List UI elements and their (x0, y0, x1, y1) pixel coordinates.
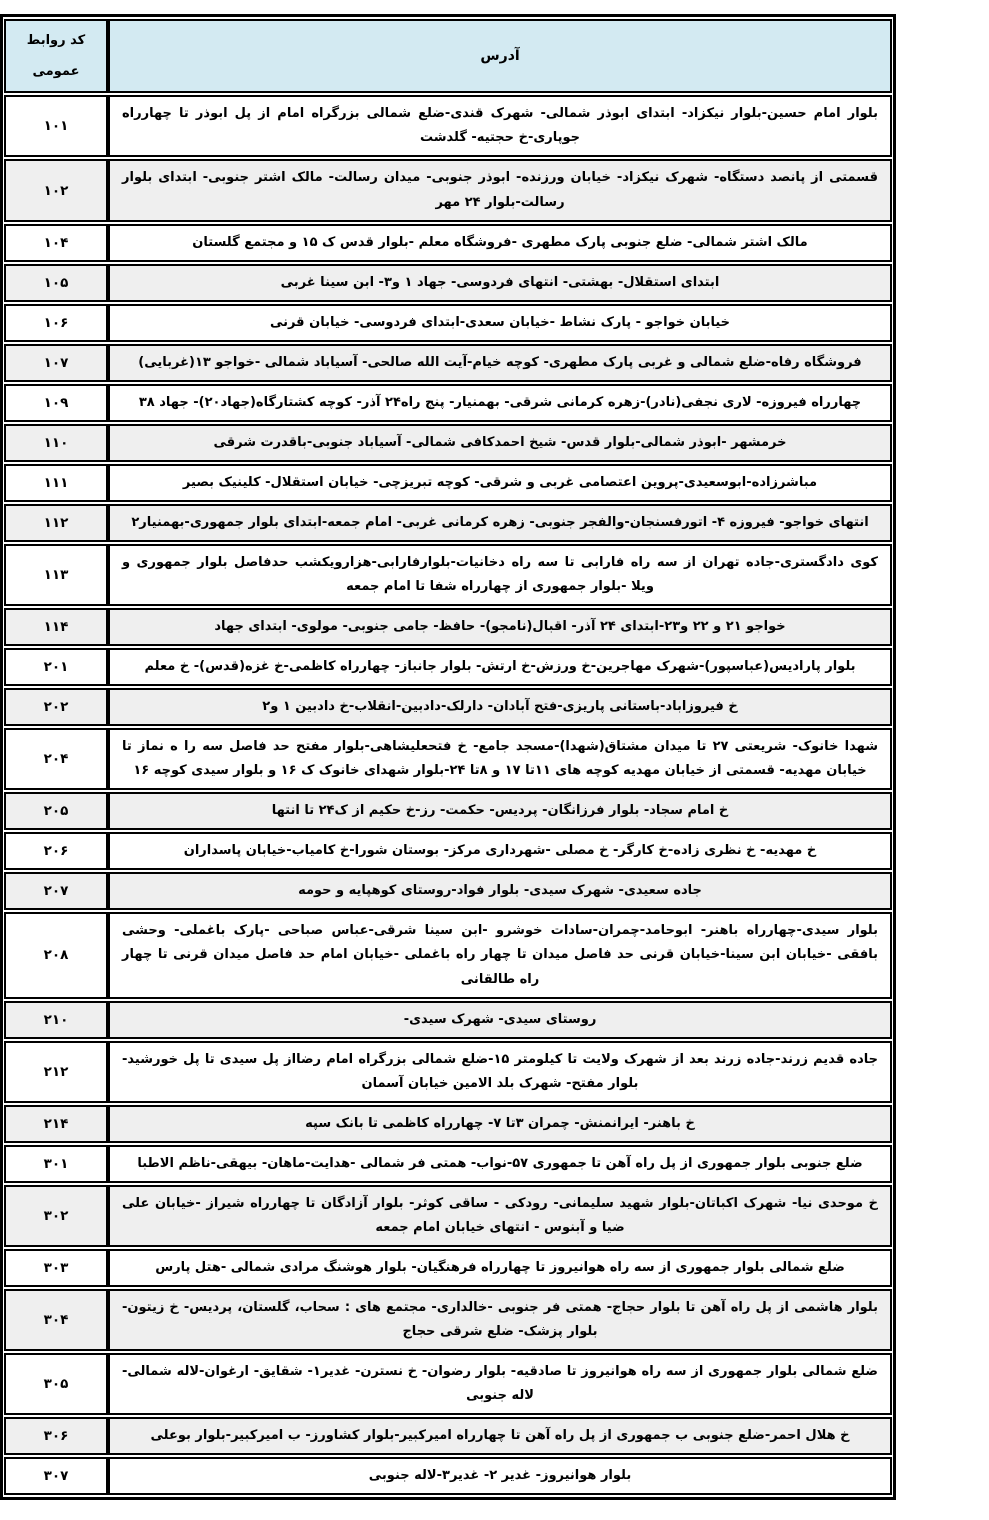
code-cell: ۱۱۰ (4, 424, 108, 462)
code-cell: ۱۰۵ (4, 264, 108, 302)
code-cell: ۱۰۷ (4, 344, 108, 382)
code-cell: ۳۰۶ (4, 1417, 108, 1455)
table-row (4, 608, 892, 646)
code-cell: ۱۰۴ (4, 224, 108, 262)
address-cell: خ باهنر- ایرانمنش- چمران ۳تا ۷- چهارراه کاظمی تا بانک سپه (108, 1105, 892, 1143)
code-column-header: کد روابط عمومی (4, 19, 108, 93)
code-cell: ۲۱۰ (4, 1001, 108, 1039)
table-row (4, 872, 892, 910)
code-cell: ۲۰۴ (4, 728, 108, 790)
code-cell: ۳۰۴ (4, 1289, 108, 1351)
table-row (4, 95, 892, 157)
address-code-table-wrapper (0, 14, 896, 1500)
address-cell: بلوار هاشمی از پل راه آهن تا بلوار حجاج- همتی فر جنوبی -خالداری- مجتمع های : سحاب، گلستان، پردیس- خ زیتون-بلوار پزشک- ضلع شرقی حجاج (108, 1289, 892, 1351)
table-body (4, 95, 892, 1495)
table-row (4, 1145, 892, 1183)
table-row (4, 159, 892, 221)
code-cell: ۳۰۱ (4, 1145, 108, 1183)
table-header (4, 19, 892, 93)
address-cell: شهدا خانوک- شریعتی ۲۷ تا میدان مشتاق(شهدا)-مسجد جامع- خ فتحعلیشاهی-بلوار مفتح حد فاصل سه را ه نماز تا خیابان مهدیه- قسمتی از خیابان مهدیه کوچه های ۱۱تا ۱۷ و ۸تا ۲۴-بلوار شهدای خانوک ک ۱۶ و بلوار سیدی کوچه ۱۶ (108, 728, 892, 790)
table-row (4, 1353, 892, 1415)
table-row (4, 264, 892, 302)
address-cell: خ موحدی نیا- شهرک اکباتان-بلوار شهید سلیمانی- رودکی - ساقی کوثر- بلوار آزادگان تا چهارراه شیراز -خیابان علی ضیا و آبنوس - انتهای خیابان امام جمعه (108, 1185, 892, 1247)
address-cell: خ مهدیه- خ نظری زاده-خ کارگر- خ مصلی -شهرداری مرکز- بوستان شورا-خ کامیاب-خیابان پاسداران (108, 832, 892, 870)
address-cell: بلوار امام حسین-بلوار نیکزاد- ابتدای ابوذر شمالی- شهرک قندی-ضلع شمالی بزرگراه امام از پل ابوذر تا چهارراه جوپاری-خ حجتیه- گلدشت (108, 95, 892, 157)
address-cell: خواجو ۲۱ و ۲۲ و۲۳-ابتدای ۲۴ آذر- اقبال(نامجو)- حافظ- جامی جنوبی- مولوی- ابتدای جهاد (108, 608, 892, 646)
address-code-table (4, 17, 892, 1497)
table-row (4, 464, 892, 502)
address-cell: بلوار پارادیس(عباسپور)-شهرک مهاجرین-خ ورزش-خ ارتش- بلوار جانباز- چهارراه کاظمی-خ غزه(قدس)- خ معلم (108, 648, 892, 686)
table-row (4, 504, 892, 542)
code-cell: ۲۱۴ (4, 1105, 108, 1143)
address-cell: خ هلال احمر-ضلع جنوبی ب جمهوری از پل راه آهن تا چهارراه امیرکبیر-بلوار کشاورز- ب امیرکبیر-بلوار بوعلی (108, 1417, 892, 1455)
code-cell: ۱۰۲ (4, 159, 108, 221)
address-cell: روستای سیدی- شهرک سیدی- (108, 1001, 892, 1039)
code-cell: ۲۰۲ (4, 688, 108, 726)
address-cell: جاده قدیم زرند-جاده زرند بعد از شهرک ولایت تا کیلومتر ۱۵-ضلع شمالی بزرگراه امام رضااز پل سیدی تا پل خورشید- بلوار مفتح- شهرک بلد الامین خیابان آسمان (108, 1041, 892, 1103)
table-row (4, 384, 892, 422)
address-cell: خ امام سجاد- بلوار فرزانگان- پردیس- حکمت- رز-خ حکیم از ک۲۴ تا انتها (108, 792, 892, 830)
table-row (4, 1041, 892, 1103)
code-cell: ۲۰۸ (4, 912, 108, 998)
code-cell: ۲۰۶ (4, 832, 108, 870)
address-cell: مالک اشتر شمالی- ضلع جنوبی پارک مطهری -فروشگاه معلم -بلوار قدس ک ۱۵ و مجتمع گلستان (108, 224, 892, 262)
address-cell: چهارراه فیروزه- لاری نجفی(نادر)-زهره کرمانی شرقی- بهمنیار- پنج راه۲۴ آذر- کوچه کشتارگاه(جهاد۲۰)- جهاد ۳۸ (108, 384, 892, 422)
address-cell: مباشرزاده-ابوسعیدی-پروین اعتصامی غربی و شرقی- کوچه تبریزچی- خیابان استقلال- کلینیک بصیر (108, 464, 892, 502)
address-cell: ابتدای استقلال- بهشتی- انتهای فردوسی- جهاد ۱ و۳- ابن سینا غربی (108, 264, 892, 302)
code-cell: ۱۰۹ (4, 384, 108, 422)
table-row (4, 1001, 892, 1039)
address-cell: خیابان خواجو - پارک نشاط -خیابان سعدی-ابتدای فردوسی- خیابان قرنی (108, 304, 892, 342)
code-cell: ۱۱۲ (4, 504, 108, 542)
code-cell: ۳۰۲ (4, 1185, 108, 1247)
address-cell: ضلع جنوبی بلوار جمهوری از پل راه آهن تا جمهوری ۵۷-نواب- همتی فر شمالی -هدایت-ماهان- بیهقی-ناظم الاطبا (108, 1145, 892, 1183)
code-cell: ۱۰۶ (4, 304, 108, 342)
table-row (4, 1457, 892, 1495)
table-row (4, 424, 892, 462)
table-row (4, 224, 892, 262)
table-row (4, 1249, 892, 1287)
table-row (4, 832, 892, 870)
table-row (4, 648, 892, 686)
code-cell: ۲۰۱ (4, 648, 108, 686)
code-cell: ۳۰۵ (4, 1353, 108, 1415)
table-row (4, 304, 892, 342)
table-row (4, 728, 892, 790)
address-cell: فروشگاه رفاه-ضلع شمالی و غربی پارک مطهری- کوچه خیام-آیت الله صالحی- آسیاباد شمالی -خواجو ۱۳(غربایی) (108, 344, 892, 382)
table-row (4, 1105, 892, 1143)
code-cell: ۲۱۲ (4, 1041, 108, 1103)
table-row (4, 688, 892, 726)
table-row (4, 1289, 892, 1351)
address-cell: جاده سعیدی- شهرک سیدی- بلوار فواد-روستای کوهپایه و حومه (108, 872, 892, 910)
address-column-header: آدرس (108, 19, 892, 93)
header-row (4, 19, 892, 93)
address-cell: کوی دادگستری-جاده تهران از سه راه فارابی تا سه راه دخانیات-بلوارفارابی-هزارویکشب حدفاصل بلوار جمهوری و ویلا -بلوار جمهوری از چهارراه شفا تا امام جمعه (108, 544, 892, 606)
address-cell: قسمتی از پانصد دستگاه- شهرک نیکزاد- خیابان ورزنده- ابوذر جنوبی- میدان رسالت- مالک اشتر جنوبی- ابتدای بلوار رسالت-بلوار ۲۴ مهر (108, 159, 892, 221)
address-cell: بلوار سیدی-چهارراه باهنر- ابوحامد-چمران-سادات خوشرو -ابن سینا شرقی-عباس صباحی -پارک باغملی- وحشی بافقی -خیابان ابن سینا-خیابان قرنی حد فاصل میدان تا چهار راه باغملی -خیابان امام حد فاصل میدان قرنی تا چهار راه طالقانی (108, 912, 892, 998)
code-cell: ۲۰۷ (4, 872, 108, 910)
table-row (4, 544, 892, 606)
table-row (4, 1417, 892, 1455)
table-row (4, 1185, 892, 1247)
code-cell: ۱۱۳ (4, 544, 108, 606)
address-cell: ضلع شمالی بلوار جمهوری از سه راه هوانیروز تا صادقیه- بلوار رضوان- خ نسترن- غدیر۱- شقایق- ارغوان-لاله شمالی-لاله جنوبی (108, 1353, 892, 1415)
code-cell: ۳۰۷ (4, 1457, 108, 1495)
address-cell: بلوار هوانیروز- غدیر ۲- غدیر۳-لاله جنوبی (108, 1457, 892, 1495)
code-cell: ۱۱۴ (4, 608, 108, 646)
code-cell: ۲۰۵ (4, 792, 108, 830)
address-cell: خرمشهر -ابوذر شمالی-بلوار قدس- شیخ احمدکافی شمالی- آسیاباد جنوبی-باقدرت شرقی (108, 424, 892, 462)
address-cell: ضلع شمالی بلوار جمهوری از سه راه هوانیروز تا چهارراه فرهنگیان- بلوار هوشنگ مرادی شمالی -هتل پارس (108, 1249, 892, 1287)
address-cell: خ فیروزاباد-باستانی پاریزی-فتح آبادان- دارلک-دادبین-انقلاب-خ دادبین ۱ و۲ (108, 688, 892, 726)
address-cell: انتهای خواجو- فیروزه ۴- اتورفسنجان-والفجر جنوبی- زهره کرمانی غربی- امام جمعه-ابتدای بلوار جمهوری-بهمنیار۲ (108, 504, 892, 542)
code-cell: ۱۱۱ (4, 464, 108, 502)
table-row (4, 792, 892, 830)
table-row (4, 912, 892, 998)
table-row (4, 344, 892, 382)
code-cell: ۱۰۱ (4, 95, 108, 157)
code-cell: ۳۰۳ (4, 1249, 108, 1287)
